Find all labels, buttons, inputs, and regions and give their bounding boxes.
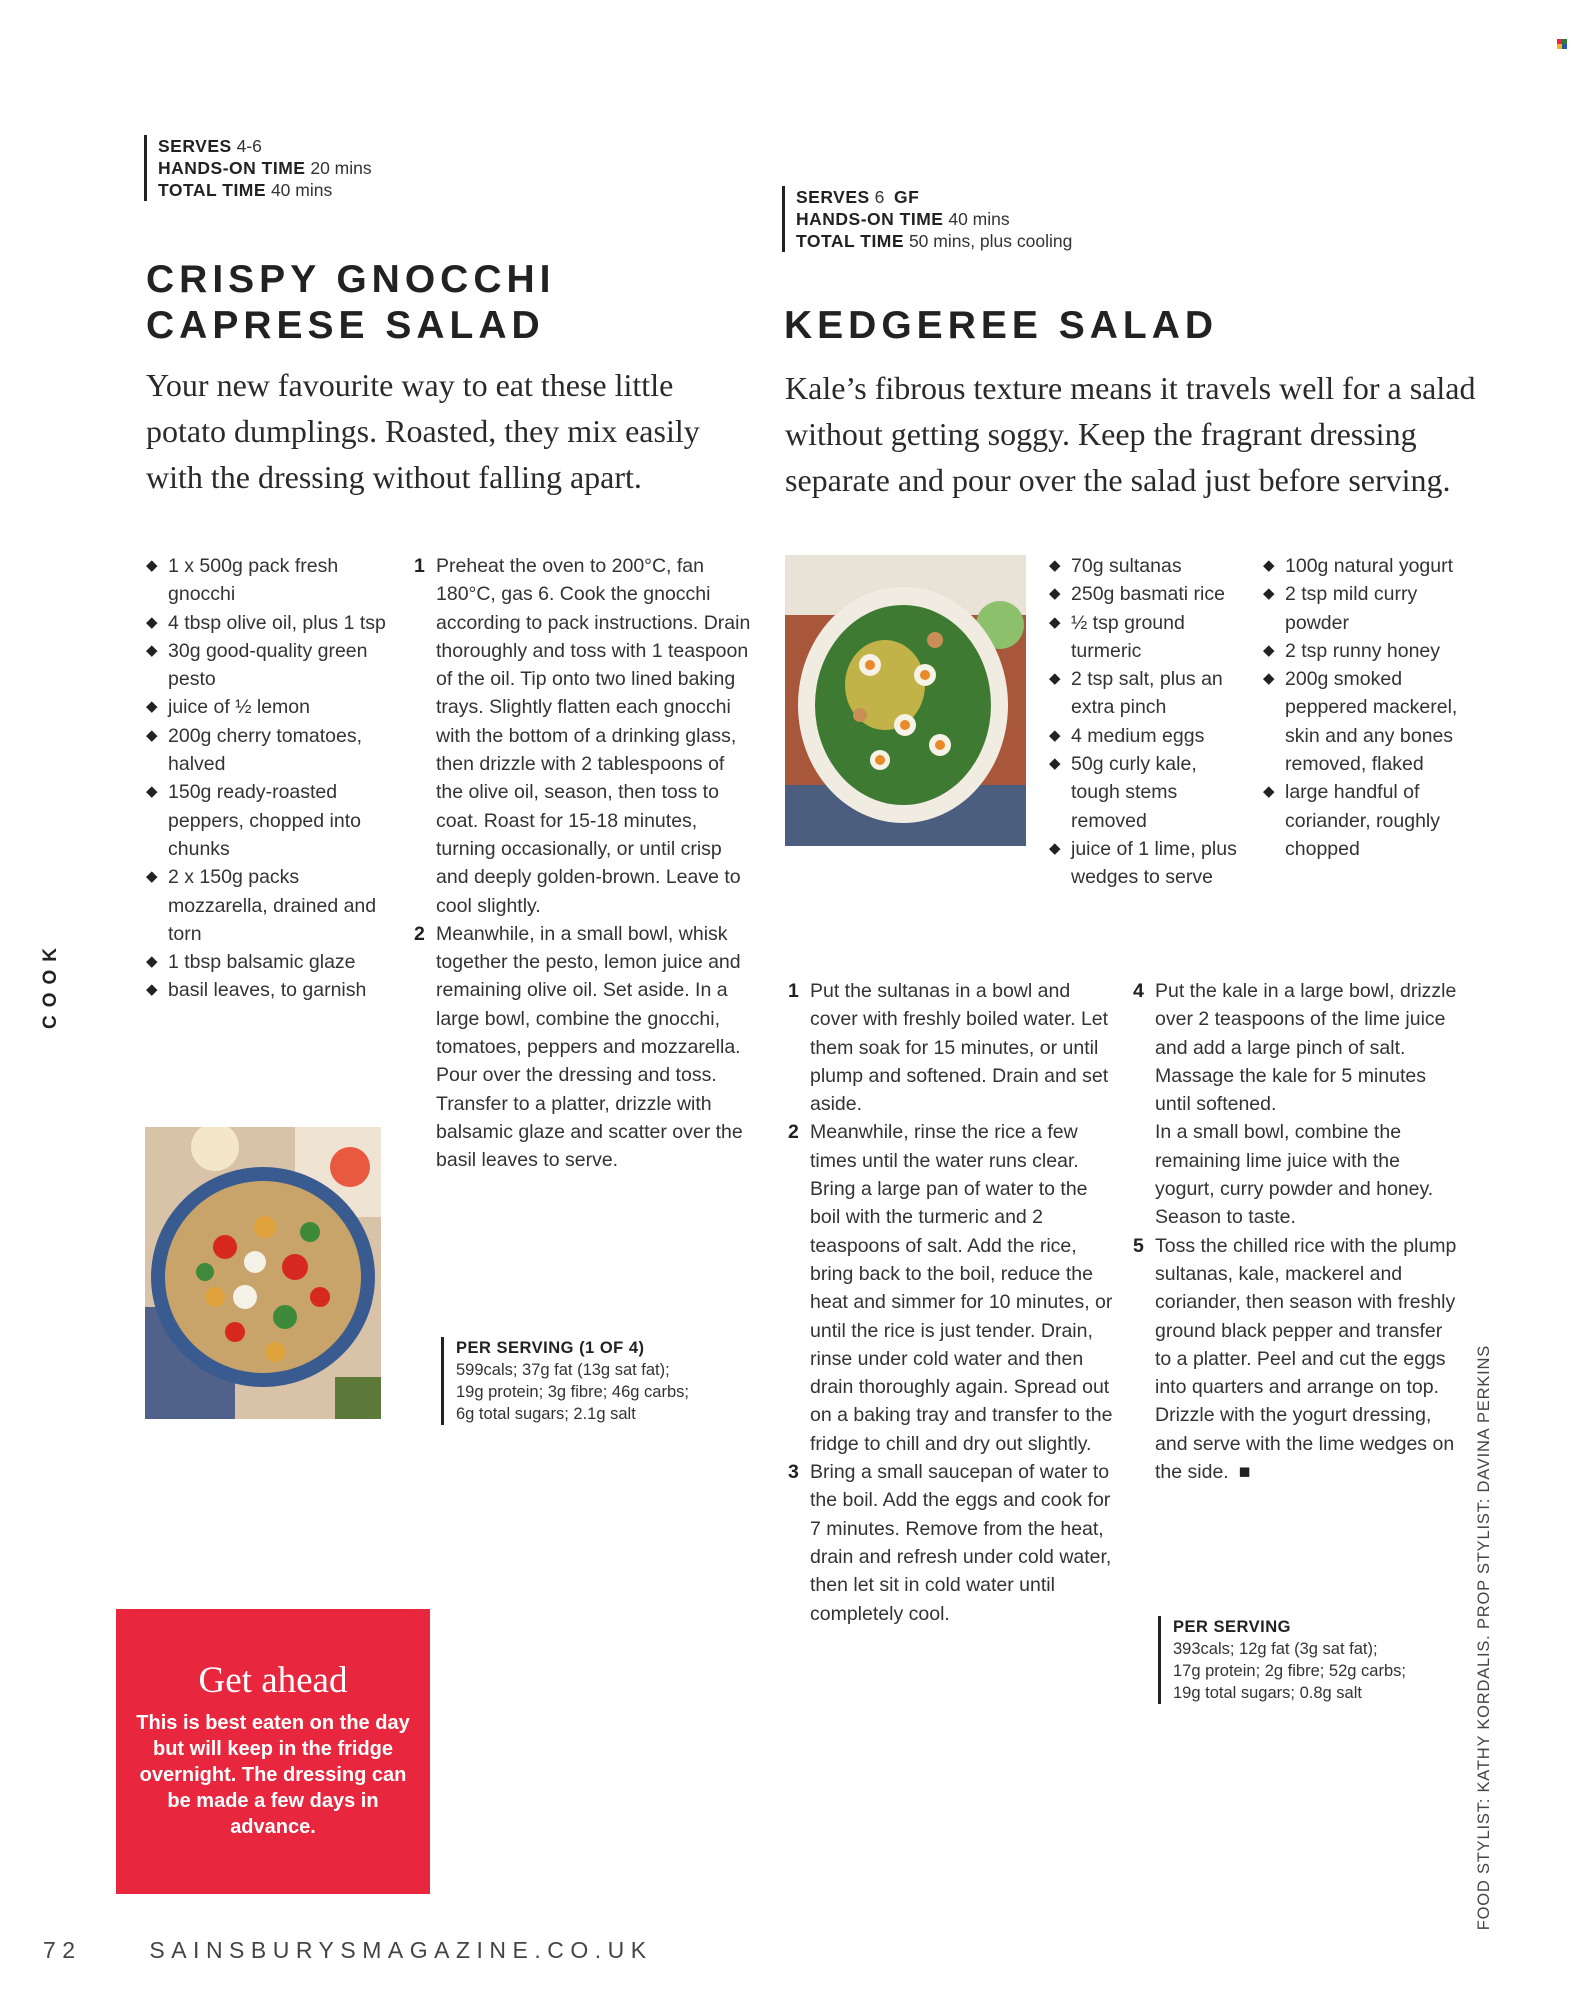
step-number: 3 (788, 1461, 799, 1484)
total-label: TOTAL TIME (158, 180, 267, 200)
nutrition-heading: PER SERVING (1173, 1618, 1291, 1636)
ingredient-item: ◆ 2 tsp salt, plus an extra pinch (1049, 665, 1249, 722)
method-step (788, 1458, 1118, 1628)
ingredient-item: ◆ 4 medium eggs (1049, 722, 1249, 750)
ingredient-item: ◆ 1 x 500g pack fresh gnocchi (146, 552, 386, 609)
step-number: 2 (414, 922, 425, 945)
footer-site[interactable]: SAINSBURYSMAGAZINE.CO.UK (149, 1937, 653, 1963)
total-value: 40 mins (270, 180, 333, 200)
kedgeree-salad-photo (785, 555, 1026, 846)
nutrition-line: 599cals; 37g fat (13g sat fat); (456, 1361, 670, 1379)
footer (43, 1937, 653, 1964)
nutrition-line: 6g total sugars; 2.1g salt (456, 1405, 636, 1423)
ingredient-item: ◆ basil leaves, to garnish (146, 976, 386, 1004)
step-number: 4 (1133, 980, 1144, 1002)
recipe2-meta (782, 186, 1072, 252)
total-value: 50 mins, plus cooling (908, 231, 1073, 251)
method-step (414, 552, 751, 920)
ingredient-item: ◆ ½ tsp ground turmeric (1049, 609, 1249, 666)
serves-label: SERVES (796, 187, 870, 207)
method-step (1133, 977, 1463, 1232)
recipe1-title (146, 257, 556, 349)
ingredient-item: ◆ 100g natural yogurt (1263, 552, 1473, 580)
step-text: Preheat the oven to 200°C, fan 180°C, gas 6. Cook the gnocchi according to pack instructions. Drain thoroughly and toss with 1 teaspoon of the oil. Tip onto two lined baking trays. Slightly flatten each gnocchi with the bottom of a drinking glass, then drizzle with 2 tablespoons of the olive oil, season, then toss to coat. Roast for 15-18 minutes, turning occasionally, or until crisp and deeply golden-brown. Leave to cool slightly. (436, 555, 751, 917)
ingredient-item: ◆ 1 tbsp balsamic glaze (146, 948, 386, 976)
ingredient-item: ◆ 200g cherry tomatoes, halved (146, 722, 386, 779)
recipe2-method-col1 (788, 977, 1118, 1628)
ingredient-item: ◆ 250g basmati rice (1049, 580, 1249, 608)
step-number: 1 (414, 555, 425, 577)
handson-label: HANDS-ON TIME (158, 158, 306, 178)
method-step (414, 920, 751, 1175)
nutrition-heading: PER SERVING (1 OF 4) (456, 1339, 645, 1357)
step-text: Meanwhile, rinse the rice a few times until the water runs clear. Bring a large pan of water to the boil with the turmeric and 2 teaspoons of salt. Add the rice, bring back to the boil, reduce the heat and simmer for 10 minutes, or until the rice is just tender. Drain, rinse under cold water and then drain thoroughly again. Spread out on a baking tray and transfer to the fridge to chill and dry out slightly. (810, 1121, 1113, 1455)
nutrition-line: 17g protein; 2g fibre; 52g carbs; (1173, 1662, 1406, 1680)
serves-label: SERVES (158, 136, 232, 156)
recipe1-standfirst: Your new favourite way to eat these little potato dumplings. Roasted, they mix easily with the dressing without falling apart. (146, 367, 700, 495)
recipe1-title-line2: CAPRESE SALAD (146, 304, 545, 347)
gluten-free-badge: GF (894, 187, 920, 207)
ingredient-item: ◆ 150g ready-roasted peppers, chopped into chunks (146, 778, 386, 863)
recipe1-title-line1: CRISPY GNOCCHI (146, 258, 556, 301)
section-label: COOK (40, 940, 61, 1029)
method-step (1133, 1232, 1463, 1487)
step-text: Meanwhile, in a small bowl, whisk together the pesto, lemon juice and remaining olive oil. Set aside. In a large bowl, combine the gnocchi, tomatoes, peppers and mozzarella. Pour over the dressing and toss. Transfer to a platter, drizzle with balsamic glaze and scatter over the basil leaves to serve. (436, 922, 743, 1172)
recipe1-method (414, 552, 751, 1175)
ingredient-item: ◆ 50g curly kale, tough stems removed (1049, 750, 1249, 835)
get-ahead-box (116, 1609, 430, 1894)
ingredient-item: ◆ large handful of coriander, roughly chopped (1263, 778, 1473, 863)
serves-value: 6 (874, 187, 885, 207)
recipe1-ingredients (146, 552, 386, 1005)
page-number: 72 (43, 1937, 82, 1963)
total-label: TOTAL TIME (796, 231, 905, 251)
recipe2-ingredients-col1 (1049, 552, 1249, 892)
step-text: Bring a small saucepan of water to the boil. Add the eggs and cook for 7 minutes. Remove from the heat, drain and refresh under cold water, then let sit in cold water until completely cool. (810, 1461, 1112, 1625)
method-step (788, 1118, 1118, 1458)
recipe2-method-col2 (1133, 977, 1463, 1486)
recipe2-nutrition (1158, 1616, 1406, 1704)
recipe2-title: KEDGEREE SALAD (784, 304, 1219, 347)
method-step (788, 977, 1118, 1118)
ingredient-item: ◆ juice of 1 lime, plus wedges to serve (1049, 835, 1249, 892)
get-ahead-body: This is best eaten on the day but will keep in the fridge overnight. The dressing can be made a few days in advance. (136, 1712, 410, 1838)
handson-label: HANDS-ON TIME (796, 209, 944, 229)
nutrition-line: 393cals; 12g fat (3g sat fat); (1173, 1640, 1378, 1658)
ingredient-item: ◆ 2 x 150g packs mozzarella, drained and torn (146, 863, 386, 948)
get-ahead-title: Get ahead (198, 1660, 348, 1701)
stylist-credits: FOOD STYLIST: KATHY KORDALIS. PROP STYLIST: DAVINA PERKINS (1475, 1345, 1493, 1931)
ingredient-item: ◆ juice of ½ lemon (146, 693, 386, 721)
recipe2-ingredients-col2 (1263, 552, 1473, 863)
end-mark-icon: ■ (1238, 1461, 1251, 1484)
ingredient-item: ◆ 2 tsp mild curry powder (1263, 580, 1473, 637)
recipe1-meta (144, 135, 372, 201)
ingredient-item: ◆ 200g smoked peppered mackerel, skin and any bones removed, flaked (1263, 665, 1473, 778)
step-text: Toss the chilled rice with the plump sultanas, kale, mackerel and coriander, then season with freshly ground black pepper and transfer to a platter. Peel and cut the eggs into quarters and arrange on top. Drizzle with the yogurt dressing, and serve with the lime wedges on the side. ■ (1155, 1234, 1457, 1484)
gnocchi-salad-photo (145, 1127, 381, 1419)
step-number: 5 (1133, 1234, 1144, 1257)
step-number: 1 (788, 980, 799, 1002)
handson-value: 20 mins (310, 158, 372, 178)
registration-mark (1557, 39, 1567, 49)
step-extra-text: In a small bowl, combine the remaining lime juice with the yogurt, curry powder and honey. Season to taste. (1155, 1121, 1434, 1229)
recipe2-standfirst: Kale’s fibrous texture means it travels well for a salad without getting soggy. Keep the fragrant dressing separate and pour over the salad just before serving. (785, 370, 1476, 498)
nutrition-line: 19g protein; 3g fibre; 46g carbs; (456, 1383, 689, 1401)
step-number: 2 (788, 1121, 799, 1144)
step-text: Put the kale in a large bowl, drizzle over 2 teaspoons of the lime juice and add a large pinch of salt. Massage the kale for 5 minutes until softened. (1155, 980, 1457, 1116)
nutrition-line: 19g total sugars; 0.8g salt (1173, 1684, 1362, 1702)
step-text: Put the sultanas in a bowl and cover with freshly boiled water. Let them soak for 15 minutes, or until plump and softened. Drain and set aside. (810, 980, 1109, 1116)
ingredient-item: ◆ 70g sultanas (1049, 552, 1249, 580)
ingredient-item: ◆ 2 tsp runny honey (1263, 637, 1473, 665)
handson-value: 40 mins (948, 209, 1010, 229)
ingredient-item: ◆ 30g good-quality green pesto (146, 637, 386, 694)
recipe1-nutrition (441, 1337, 689, 1425)
serves-value: 4-6 (236, 136, 262, 156)
ingredient-item: ◆ 4 tbsp olive oil, plus 1 tsp (146, 609, 386, 637)
